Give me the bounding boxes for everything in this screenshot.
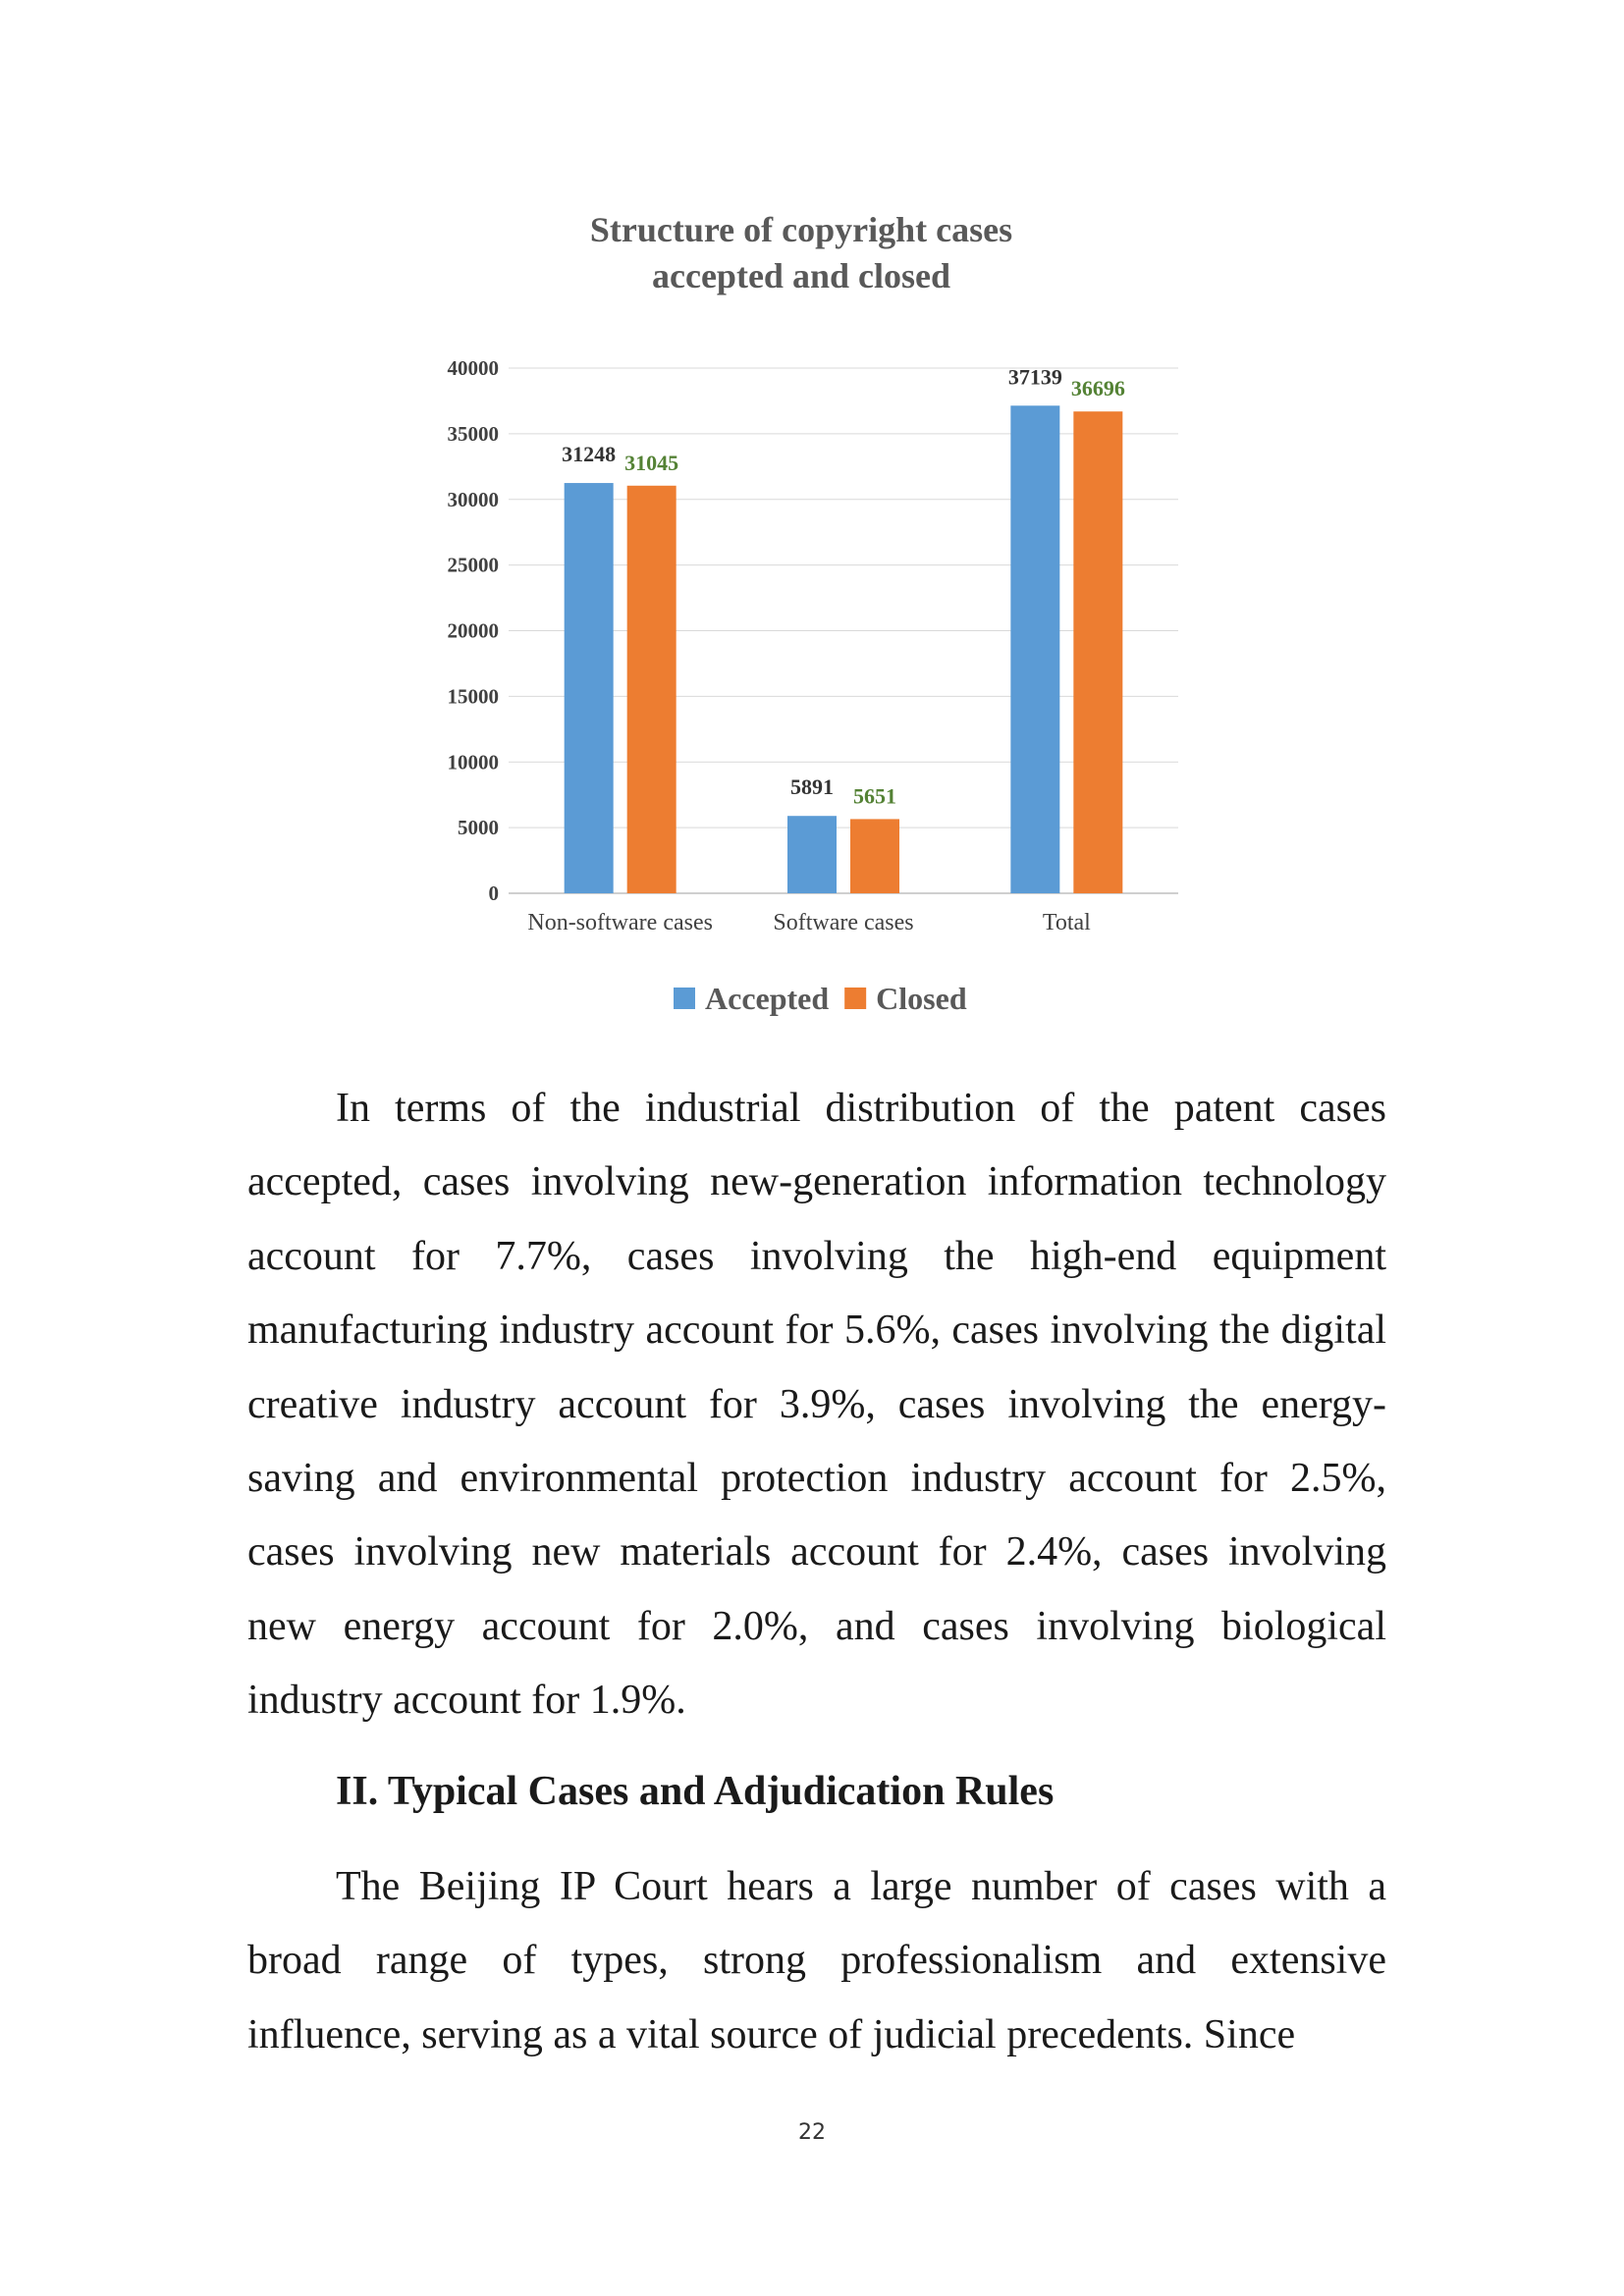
chart-title-line-1: Structure of copyright cases — [589, 210, 1013, 249]
data-label-accepted: 31248 — [562, 442, 617, 467]
y-tick-label: 30000 — [447, 487, 499, 511]
legend-swatch-accepted — [674, 988, 695, 1009]
y-tick-label: 25000 — [447, 553, 499, 577]
data-label-accepted: 37139 — [1007, 364, 1062, 390]
bar-accepted — [565, 483, 614, 893]
y-tick-label: 5000 — [458, 816, 499, 840]
legend-label-accepted: Accepted — [705, 981, 830, 1016]
paragraph-beijing-ip-court: The Beijing IP Court hears a large number of cases with a broad range of types, strong professionalism and extensive influence, serving as a vital source of judicial precedents. Since — [247, 1864, 1386, 2057]
chart-title-line-2: accepted and closed — [652, 256, 950, 295]
y-tick-label: 35000 — [447, 421, 499, 446]
bar-closed — [1073, 411, 1122, 893]
y-tick-label: 15000 — [447, 684, 499, 709]
legend-swatch-closed — [844, 988, 866, 1009]
data-label-accepted: 5891 — [790, 774, 834, 800]
section-heading: II. Typical Cases and Adjudication Rules — [336, 1769, 1055, 1814]
chart-legend — [674, 981, 967, 1016]
legend-label-closed: Closed — [876, 981, 967, 1016]
bar-accepted — [1010, 405, 1059, 893]
paragraph-industrial-distribution: In terms of the industrial distribution of the patent cases accepted, cases involving new-generation information technology account for 7.7%, cases involving the high-end equipment manufacturing industry account for 5.6%, cases involving the digital creative industry account for 3.9%, cases involving the energy-saving and environmental protection industry account for 2.5%, cases involving new materials account for 2.4%, cases involving new energy account for 2.0%, and cases involving biological industry account for 1.9%. — [247, 1086, 1386, 1724]
y-tick-label: 10000 — [447, 750, 499, 774]
data-label-closed: 31045 — [624, 450, 679, 475]
x-category-label: Software cases — [773, 910, 914, 935]
copyright-cases-bar-chart — [0, 0, 1624, 1050]
page-number: 22 — [798, 2120, 826, 2145]
chart-bars — [562, 364, 1125, 893]
x-category-label: Total — [1042, 910, 1091, 935]
data-label-closed: 36696 — [1070, 376, 1125, 401]
bar-closed — [850, 819, 899, 893]
chart-y-axis — [448, 356, 500, 905]
x-category-label: Non-software cases — [527, 910, 713, 935]
y-tick-label: 40000 — [447, 356, 499, 380]
chart-category-labels — [527, 910, 1091, 935]
y-tick-label: 20000 — [447, 618, 499, 643]
data-label-closed: 5651 — [853, 783, 896, 809]
bar-accepted — [787, 816, 837, 893]
bar-closed — [627, 486, 677, 893]
y-tick-label: 0 — [488, 881, 499, 905]
